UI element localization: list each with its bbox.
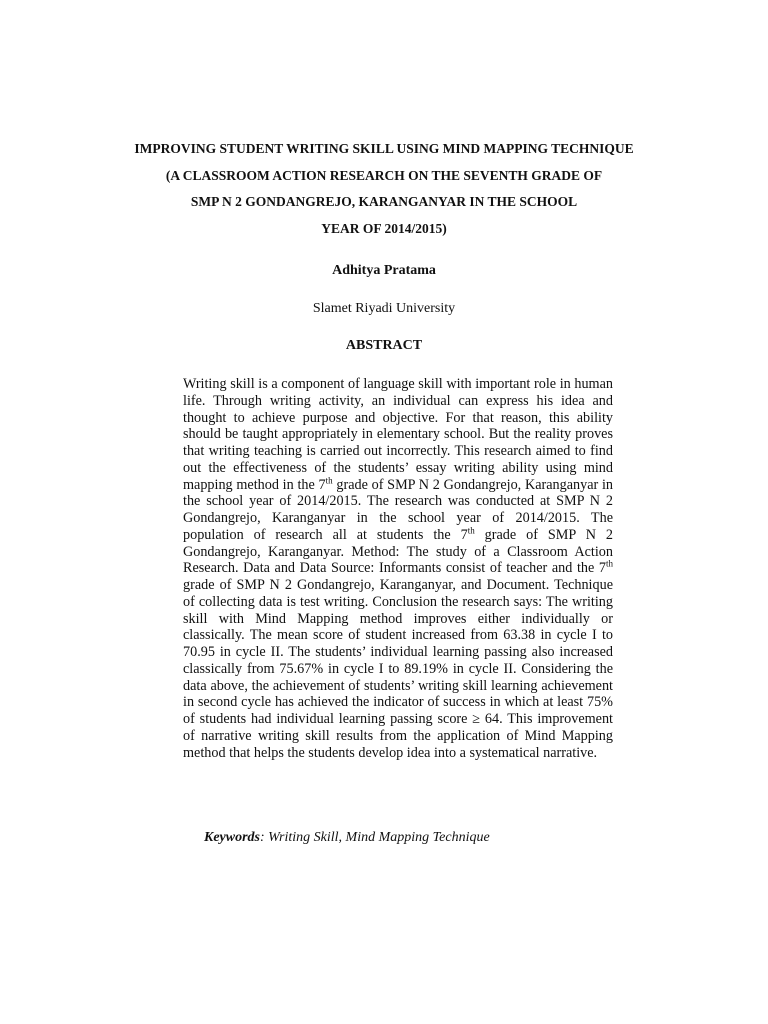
title-line: (A CLASSROOM ACTION RESEARCH ON THE SEVENTH GRADE OF (165, 167, 603, 183)
abstract-body (183, 376, 613, 761)
keywords-label: Keywords (204, 830, 260, 845)
title-line: IMPROVING STUDENT WRITING SKILL USING MIND MAPPING TECHNIQUE (134, 141, 634, 156)
abstract-text: grade of SMP N 2 Gondangrejo, Karanganyar in the school year of 2014/2015. The research was conducted at SMP N 2 Gondangrejo, Karanganyar in the school year of 2014/2015. The population of research all at students the 7 (183, 476, 613, 543)
author-name: Adhitya Pratama (332, 263, 436, 278)
abstract-text: grade of SMP N 2 Gondangrejo, Karanganyar, and Document. Technique of collecting data is test writing. Conclusion the research says: The writing skill with Mind Mapping method improves either individually or classically. The mean score of student increased from 63.38 in cycle I to 70.95 in cycle II. The students’ individual learning passing also increased classically from 75.67% in cycle I to 89.19% in cycle II. Considering the data above, the achievement of students’ writing skill learning achievement in second cycle has achieved the indicator of success in which at least 75% of students had individual learning passing score ≥ 64. This improvement of narrative writing skill results from the application of Mind Mapping method that helps the students develop idea into a systematical narrative. (183, 577, 613, 761)
keywords-line (204, 830, 490, 846)
ordinal-superscript: th (325, 474, 333, 485)
abstract-text: grade of SMP N 2 Gondangrejo, Karanganyar. Method: The study of a Classroom Action Research. Data and Data Source: Informants consist of teacher and the 7 (183, 526, 613, 577)
author-affiliation: Slamet Riyadi University (312, 301, 456, 316)
ordinal-superscript: th (605, 558, 613, 569)
title-line: SMP N 2 GONDANGREJO, KARANGANYAR IN THE SCHOOL (190, 194, 578, 209)
abstract-heading: ABSTRACT (345, 338, 423, 353)
title-line: YEAR OF 2014/2015) (321, 220, 447, 236)
paper-title (0, 136, 768, 242)
ordinal-superscript: th (467, 525, 475, 536)
keywords-text: : Writing Skill, Mind Mapping Technique (260, 830, 490, 845)
abstract-text: Writing skill is a component of language skill with important role in human life. Through writing activity, an individual can express his idea and thought to achieve purpose and objective. For that reason, this ability should be taught appropriately in elementary school. But the reality proves that writing teaching is carried out incorrectly. This research aimed to find out the effectiveness of the students’ essay writing ability using mind mapping method in the 7 (183, 376, 613, 493)
